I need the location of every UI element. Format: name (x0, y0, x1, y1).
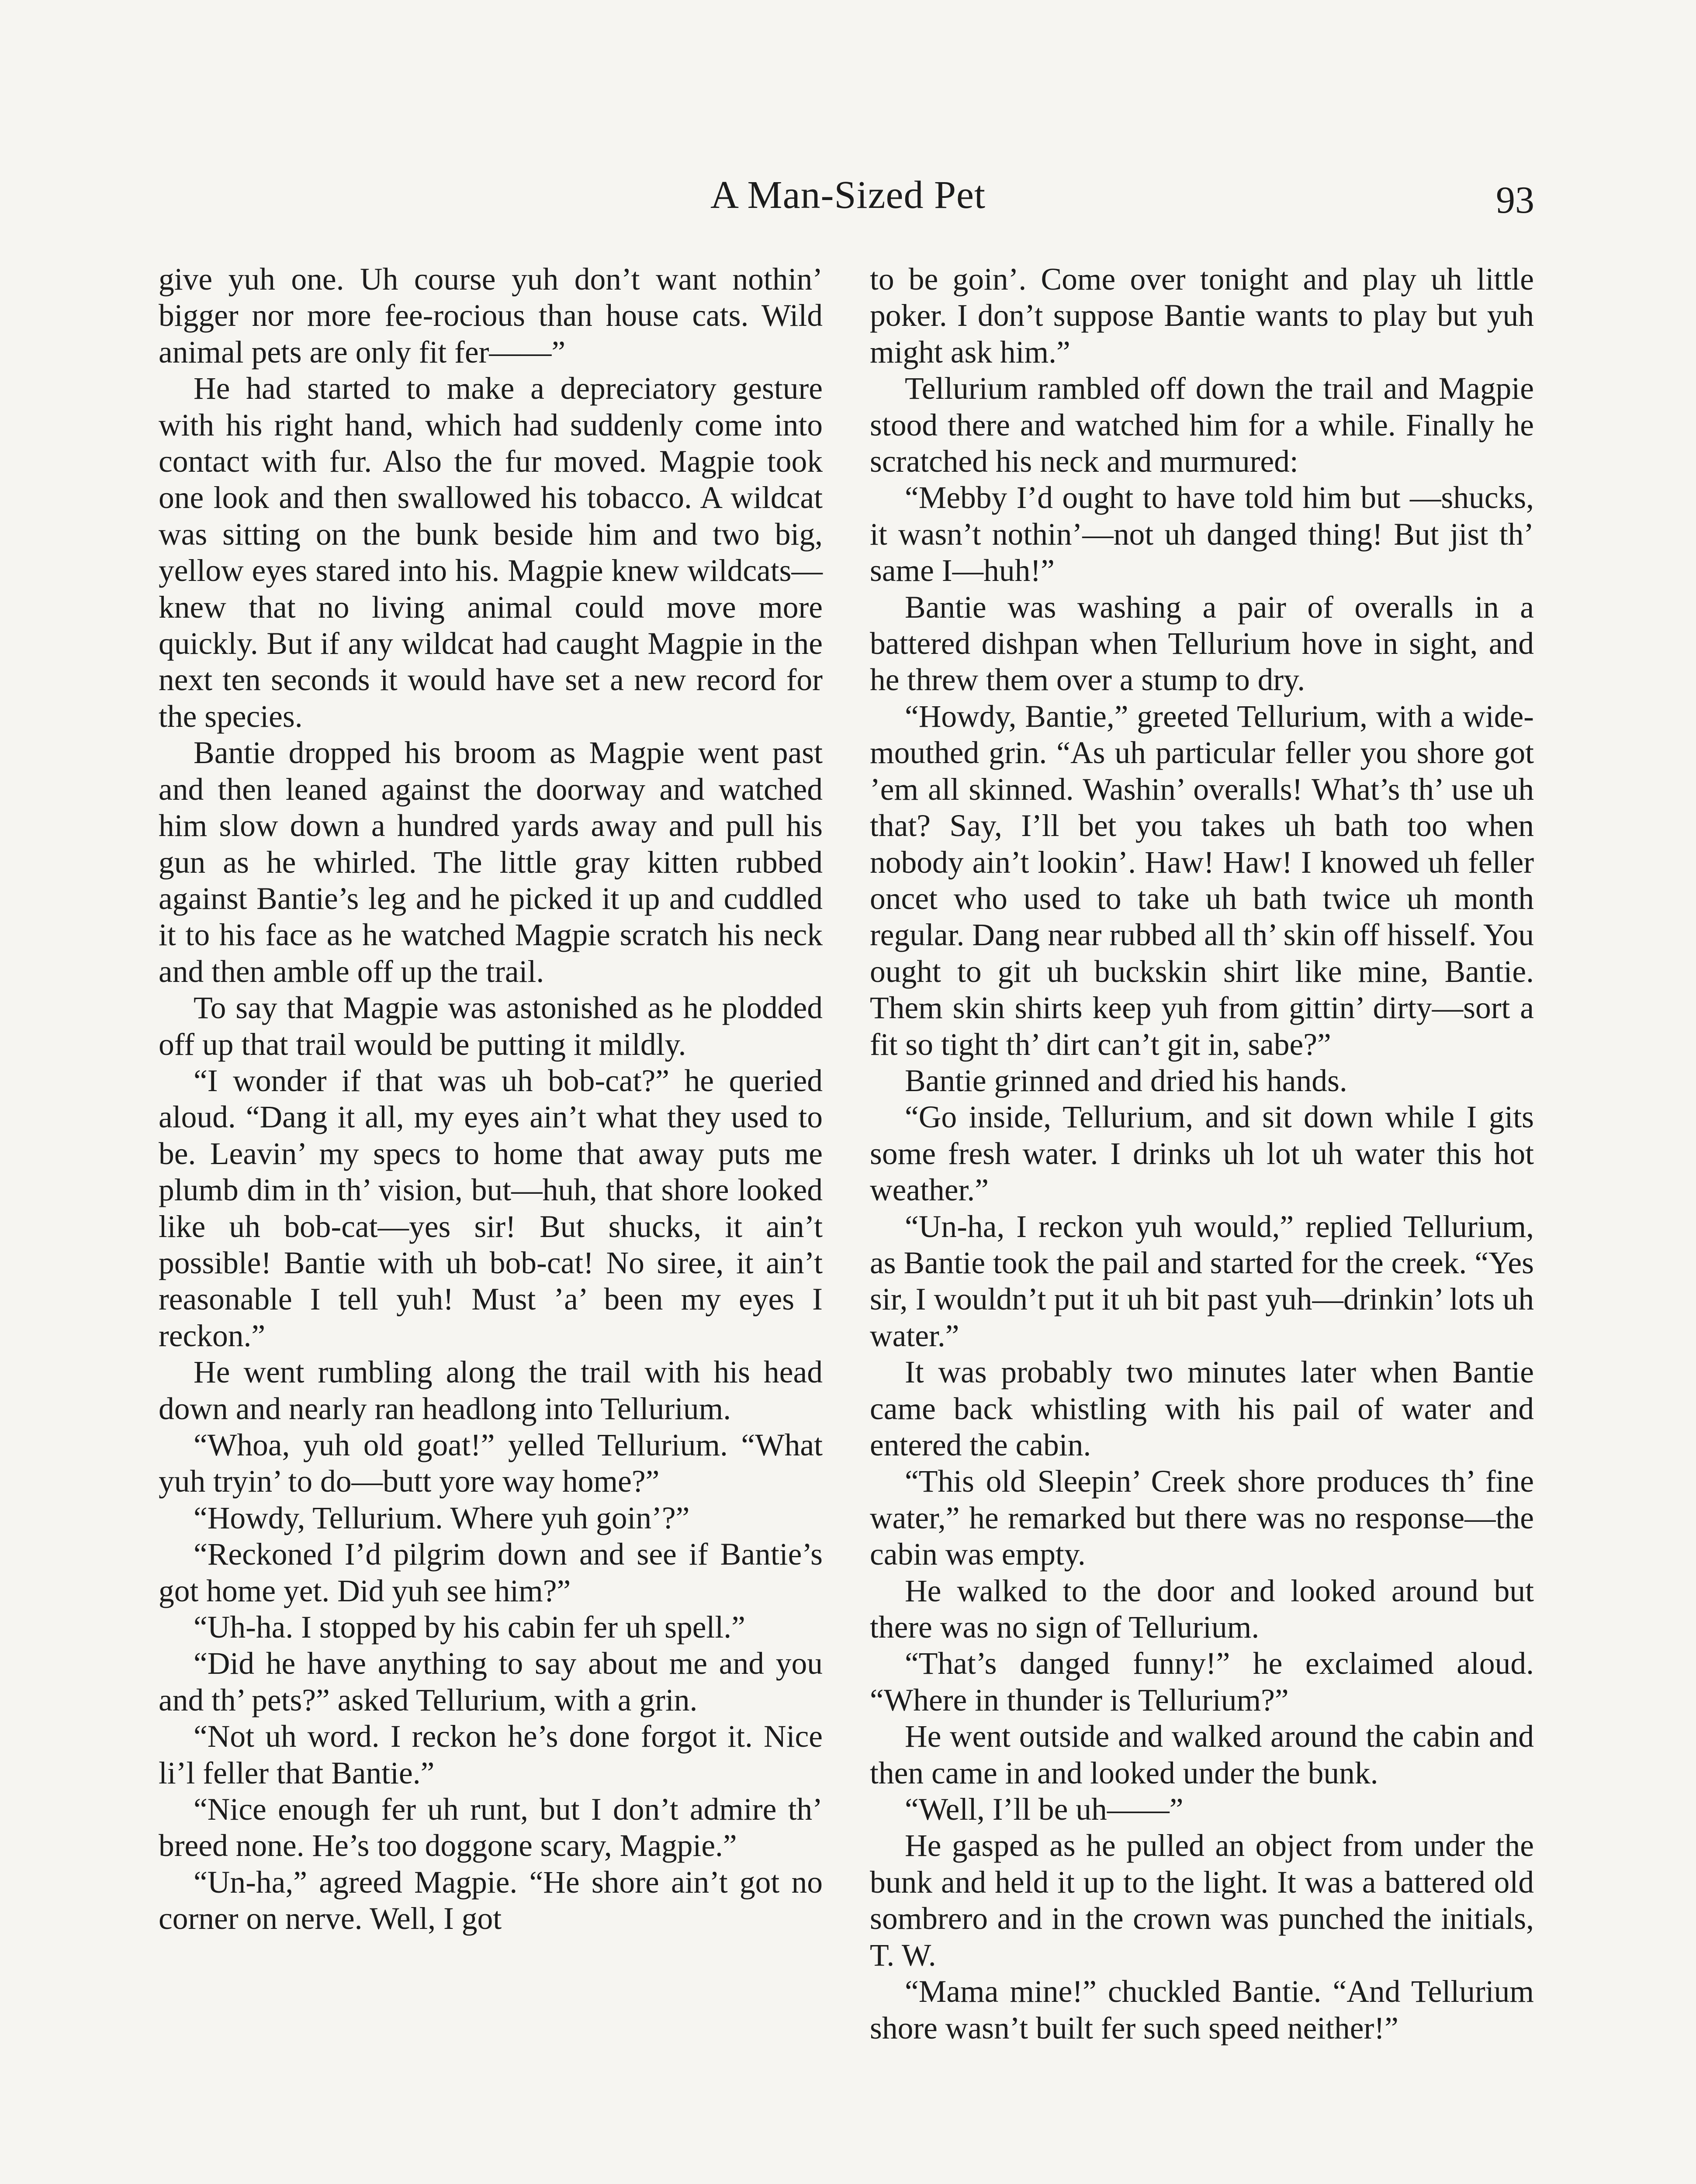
paragraph: “That’s danged funny!” he exclaimed aloud. “Where in thunder is Tellurium?” (870, 1646, 1534, 1717)
paragraph: “Howdy, Bantie,” greeted Tellurium, with a wide-mouthed grin. “As uh particular feller you shore got ’em all skinned. Washin’ overalls! What’s th’ use uh that? Say, I’ll bet you takes uh bath too when nobody ain’t lookin’. Haw! Haw! I knowed uh feller oncet who used to take uh bath twice uh month regular. Dang near rubbed all th’ skin off hisself. You ought to git uh buckskin shirt like mine, Bantie. Them skin shirts keep yuh from gittin’ dirty—sort a fit so tight th’ dirt can’t git in, sabe?” (870, 699, 1534, 1062)
paragraph: He went rumbling along the trail with his head down and nearly ran headlong into Tellurium. (159, 1355, 823, 1426)
right-column (870, 261, 1534, 2046)
paragraph: “Did he have anything to say about me and you and th’ pets?” asked Tellurium, with a grin. (159, 1646, 823, 1717)
paragraph: “Mama mine!” chuckled Bantie. “And Tellurium shore wasn’t built fer such speed neither!” (870, 1974, 1534, 2046)
paragraph: “Mebby I’d ought to have told him but —shucks, it wasn’t nothin’—not uh danged thing! But jist th’ same I—huh!” (870, 480, 1534, 588)
paragraph: give yuh one. Uh course yuh don’t want nothin’ bigger nor more fee-rocious than house cats. Wild animal pets are only fit fer——” (159, 262, 823, 370)
running-title: A Man-Sized Pet (710, 173, 986, 217)
paragraph: “Reckoned I’d pilgrim down and see if Bantie’s got home yet. Did yuh see him?” (159, 1537, 823, 1608)
paragraph: It was probably two minutes later when Bantie came back whistling with his pail of water and entered the cabin. (870, 1355, 1534, 1462)
paragraph: “Howdy, Tellurium. Where yuh goin’?” (194, 1500, 690, 1535)
paragraph: Tellurium rambled off down the trail and Magpie stood there and watched him for a while. Finally he scratched his neck and murmured: (870, 371, 1534, 479)
paragraph: “Uh-ha. I stopped by his cabin fer uh spell.” (194, 1610, 745, 1645)
paragraph: “Un-ha,” agreed Magpie. “He shore ain’t got no corner on nerve. Well, I got (159, 1865, 823, 1936)
paragraph: “Whoa, yuh old goat!” yelled Tellurium. “What yuh tryin’ to do—butt yore way home?” (159, 1428, 823, 1499)
paragraph: Bantie dropped his broom as Magpie went past and then leaned against the doorway and watched him slow down a hundred yards away and pull his gun as he whirled. The little gray kitten rubbed against Bantie’s leg and he picked it up and cuddled it to his face as he watched Magpie scratch his neck and then amble off up the trail. (159, 736, 823, 989)
paragraph: “Un-ha, I reckon yuh would,” replied Tellurium, as Bantie took the pail and started for the creek. “Yes sir, I wouldn’t put it uh bit past yuh—drinkin’ lots uh water.” (870, 1209, 1534, 1353)
paragraph: Bantie was washing a pair of overalls in a battered dishpan when Tellurium hove in sight, and he threw them over a stump to dry. (870, 590, 1534, 698)
paragraph: “This old Sleepin’ Creek shore produces th’ fine water,” he remarked but there was no response—the cabin was empty. (870, 1464, 1534, 1572)
paragraph: He gasped as he pulled an object from under the bunk and held it up to the light. It was a battered old sombrero and in the crown was punched the initials, T. W. (870, 1828, 1534, 1973)
left-column (159, 261, 823, 1937)
page-number: 93 (1496, 179, 1534, 221)
paragraph: Bantie grinned and dried his hands. (905, 1063, 1347, 1098)
paragraph: “Well, I’ll be uh——” (905, 1792, 1184, 1827)
running-head (0, 171, 1696, 219)
paragraph: “Go inside, Tellurium, and sit down while I gits some fresh water. I drinks uh lot uh water this hot weather.” (870, 1100, 1534, 1208)
paragraph: He had started to make a depreciatory gesture with his right hand, which had suddenly come into contact with fur. Also the fur moved. Magpie took one look and then swallowed his tobacco. A wildcat was sitting on the bunk beside him and two big, yellow eyes stared into his. Magpie knew wildcats—knew that no living animal could move more quickly. But if any wildcat had caught Magpie in the next ten seconds it would have set a new record for the species. (159, 371, 823, 734)
paragraph: “Nice enough fer uh runt, but I don’t admire th’ breed none. He’s too doggone scary, Magpie.” (159, 1792, 823, 1863)
paragraph: “Not uh word. I reckon he’s done forgot it. Nice li’l feller that Bantie.” (159, 1719, 823, 1790)
paragraph: to be goin’. Come over tonight and play uh little poker. I don’t suppose Bantie wants to play but yuh might ask him.” (870, 262, 1534, 370)
paragraph: To say that Magpie was astonished as he plodded off up that trail would be putting it mildly. (159, 991, 823, 1062)
paragraph: He walked to the door and looked around but there was no sign of Tellurium. (870, 1573, 1534, 1645)
paragraph: He went outside and walked around the cabin and then came in and looked under the bunk. (870, 1719, 1534, 1790)
paragraph: “I wonder if that was uh bob-cat?” he queried aloud. “Dang it all, my eyes ain’t what they used to be. Leavin’ my specs to home that away puts me plumb dim in th’ vision, but—huh, that shore looked like uh bob-cat—yes sir! But shucks, it ain’t possible! Bantie with uh bob-cat! No siree, it ain’t reasonable I tell yuh! Must ’a’ been my eyes I reckon.” (159, 1063, 823, 1353)
